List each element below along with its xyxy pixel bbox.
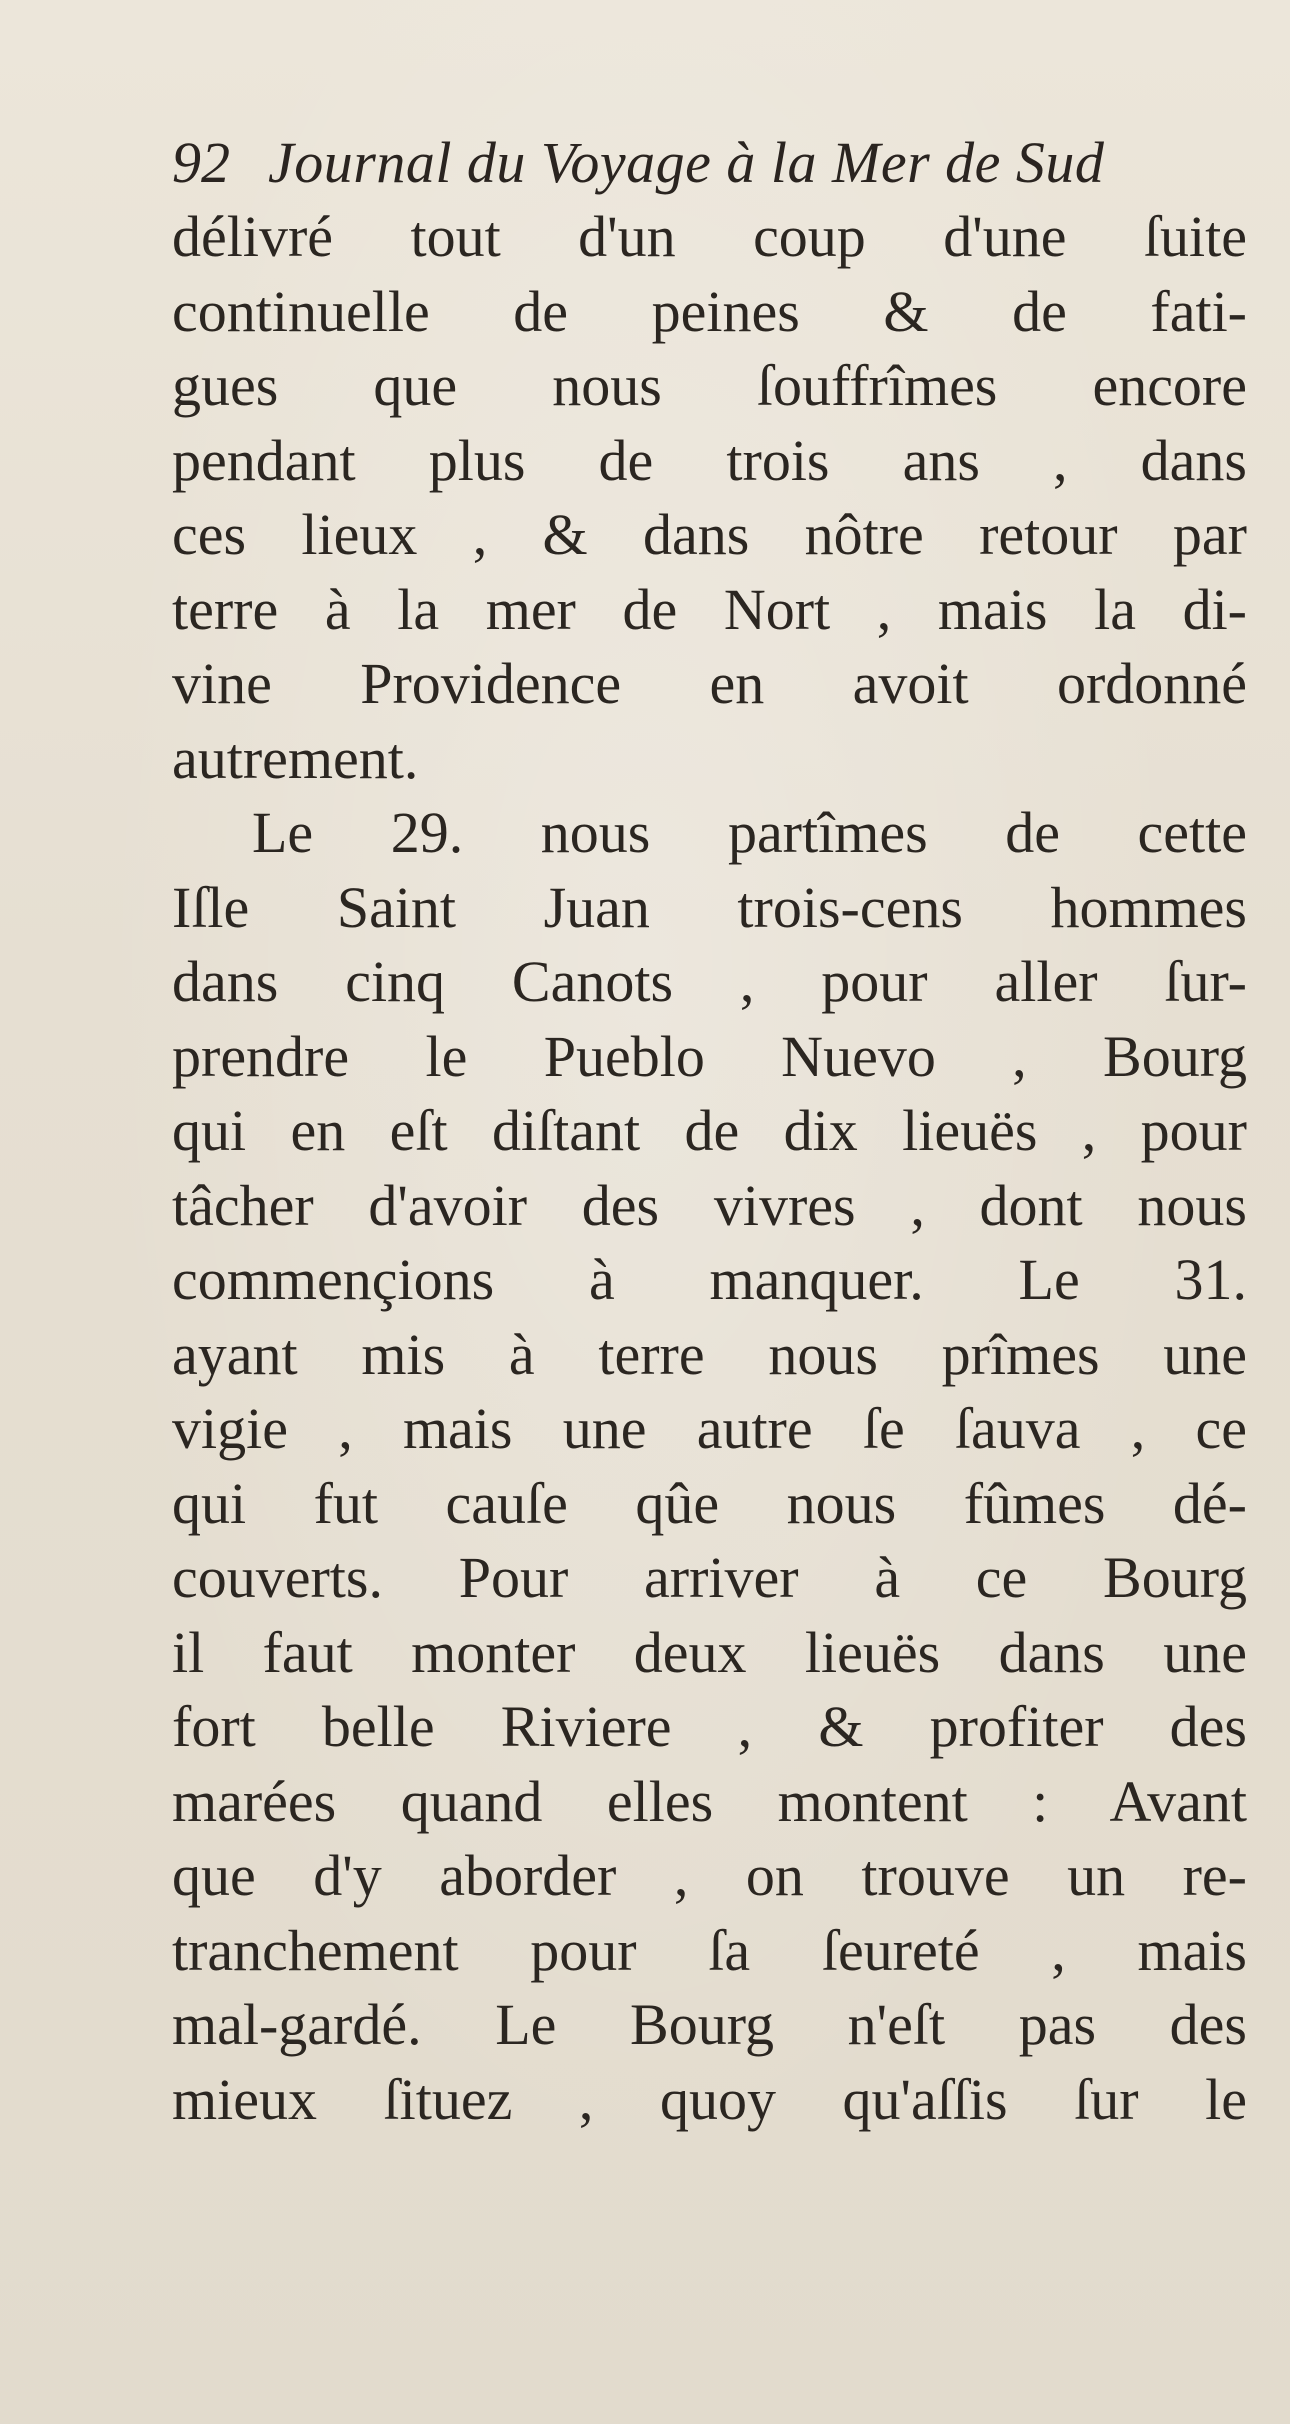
text-line: qui fut cauſe qûe nous fûmes dé-: [172, 1470, 1247, 1536]
text-line: ces lieux , & dans nôtre retour par: [172, 502, 1247, 567]
text-line: commençions à manquer. Le 31.: [172, 1247, 1247, 1312]
text-line: couverts. Pour arriver à ce Bourg: [172, 1545, 1247, 1610]
text-line: qui en eſt diſtant de dix lieuës , pour: [172, 1098, 1247, 1163]
text-line: que d'y aborder , on trouve un re-: [172, 1843, 1247, 1908]
text-line: vigie , mais une autre ſe ſauva , ce: [172, 1396, 1247, 1461]
body-text: [172, 200, 1247, 2137]
page-number: 92: [172, 130, 230, 195]
text-line: dans cinq Canots , pour aller ſur-: [172, 949, 1247, 1014]
text-line: fort belle Riviere , & profiter des: [172, 1694, 1247, 1759]
text-line: gues que nous ſouffrîmes encore: [172, 353, 1247, 418]
text-line: autrement.: [172, 725, 419, 791]
text-line: mieux ſituez , quoy qu'aſſis ſur le: [172, 2066, 1247, 2132]
text-line: pendant plus de trois ans , dans: [172, 427, 1247, 493]
text-line: tâcher d'avoir des vivres , dont nous: [172, 1172, 1247, 1238]
text-line: ayant mis à terre nous prîmes une: [172, 1321, 1247, 1387]
text-line: tranchement pour ſa ſeureté , mais: [172, 1917, 1247, 1983]
page-header: [172, 118, 1252, 208]
text-line: mal-gardé. Le Bourg n'eſt pas des: [172, 1992, 1247, 2057]
text-line: marées quand elles montent : Avant: [172, 1768, 1247, 1834]
text-line: Le 29. nous partîmes de cette: [252, 800, 1247, 865]
text-line: Iſle Saint Juan trois-cens hommes: [172, 874, 1247, 940]
text-line: terre à la mer de Nort , mais la di-: [172, 576, 1247, 642]
text-line: délivré tout d'un coup d'une ſuite: [172, 204, 1247, 269]
text-line: il faut monter deux lieuës dans une: [172, 1619, 1247, 1685]
text-line: vine Providence en avoit ordonné: [172, 651, 1247, 716]
text-line: continuelle de peines & de fati-: [172, 278, 1247, 344]
running-title: Journal du Voyage à la Mer de Sud: [268, 130, 1105, 195]
text-line: prendre le Pueblo Nuevo , Bourg: [172, 1023, 1247, 1089]
